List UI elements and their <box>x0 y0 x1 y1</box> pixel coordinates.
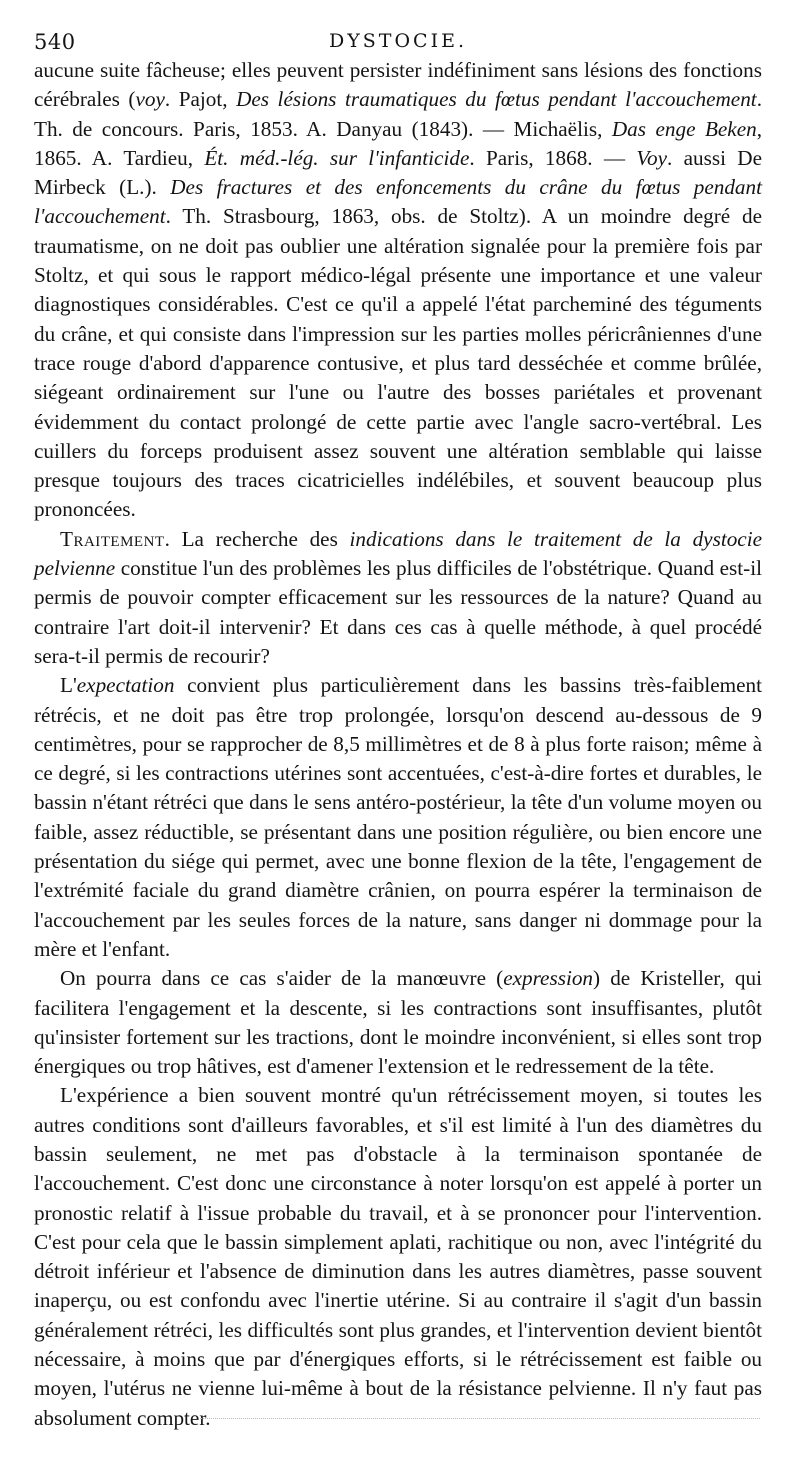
italic-text: expectation <box>76 673 175 698</box>
page-number: 540 <box>34 30 76 54</box>
text-run: . aussi De Mirbeck (L.). <box>34 145 762 200</box>
text-run: convient plus particulièrement dans les bassins très-faiblement rétrécis, et ne doit pas être trop prolongée, lorsqu'on descend au-dessous de 9 centimètres, pour se rapprocher de 8,5 millimètres et de 8 à plus forte raison; même à ce degré, si les contractions utérines sont accentuées, c'est-à-dire fortes et durables, le bassin n'étant rétréci que dans le sens antéro-postérieur, la tête d'un volume moyen ou faible, assez réductible, se présentant dans une position régulière, ou bien encore une présentation du siége qui permet, avec une bonne flexion de la tête, l'engagement de l'extrémité faciale du grand diamètre crânien, on pourra espérer la terminaison de l'accouchement par les seules forces de la nature, sans danger ni dommage pour la mère et l'enfant. <box>34 673 762 961</box>
paragraph <box>34 525 762 671</box>
text-run: On pourra dans ce cas s'aider de la manœuvre ( <box>60 966 504 991</box>
italic-text: Des fractures et des enfoncements du crâne du fœtus pendant l'accouchement <box>34 175 762 229</box>
text-run: L'expérience a bien souvent montré qu'un rétrécissement moyen, si toutes les autres conditions sont d'ailleurs favorables, et s'il est limité à l'un des diamètres du bassin seulement, ne met pas d'obstacle à la terminaison spontanée de l'accouchement. C'est donc une circonstance à noter lorsqu'on est appelé à porter un pronostic relatif à l'issue probable du travail, et à se prononcer pour l'intervention. C'est pour cela que le bassin simplement aplati, rachitique ou non, avec l'intégrité du détroit inférieur et l'absence de diminution dans les autres diamètres, passe souvent inaperçu, ou est confondu avec l'inertie utérine. Si au contraire il s'agit d'un bassin généralement rétréci, les difficultés sont plus grandes, et l'intervention devient bientôt nécessaire, à moins que par d'énergiques efforts, si le rétrécissement est faible ou moyen, l'utérus ne vienne lui-même à bout de la résistance pelvienne. Il n'y faut pas absolument compter. <box>34 1083 762 1430</box>
text-run: aucune suite fâcheuse; elles peuvent persister indéfiniment sans lésions des fonctions cérébrales ( <box>34 58 762 112</box>
text-run: . Paris, 1868. — <box>469 145 637 170</box>
italic-text: Voy <box>636 145 667 170</box>
body-text <box>34 56 762 1433</box>
running-head: DYSTOCIE. <box>329 30 467 52</box>
text-run: L' <box>60 673 77 698</box>
italic-text: Ét. méd.-lég. sur l'infanticide <box>204 145 470 170</box>
text-run: , 1865. A. Tardieu, <box>34 116 762 170</box>
italic-text: Das enge Beken <box>611 116 757 141</box>
text-run: . Th. de concours. Paris, 1853. A. Danyau (1843). — Michaëlis, <box>34 87 762 141</box>
page-header <box>34 22 762 56</box>
paragraph <box>34 964 762 1081</box>
section-label: Traitement <box>60 526 165 551</box>
paragraph <box>34 1081 762 1433</box>
italic-text: expression <box>503 966 594 991</box>
paragraph <box>34 671 762 964</box>
italic-text: Des lésions traumatiques du fœtus pendant l'accouchement <box>236 87 757 112</box>
text-run: ) de Kristeller, qui facilitera l'engagement et la descente, si les contractions sont insuffisantes, plutôt qu'insister fortement sur les tractions, dont le moindre inconvénient, si elles sont trop énergiques ou trop hâtives, est d'amener l'extension et le redressement de la tête. <box>34 966 762 1079</box>
text-run: . Pajot, <box>164 87 237 112</box>
footer-divider <box>200 1418 760 1419</box>
text-run: . La recherche des <box>164 526 350 551</box>
italic-text: indications dans le traitement de la dystocie pelvienne <box>34 526 762 581</box>
paragraph <box>34 56 762 525</box>
text-run: constitue l'un des problèmes les plus difficiles de l'obstétrique. Quand est-il permis de pouvoir compter efficacement sur les ressources de la nature? Quand au contraire l'art doit-il intervenir? Et dans ces cas à quelle méthode, à quel procédé sera-t-il permis de recourir? <box>34 556 762 668</box>
italic-text: voy <box>135 87 165 112</box>
text-run: . Th. Strasbourg, 1863, obs. de Stoltz). A un moindre degré de traumatisme, on ne doit pas oublier une altération signalée pour la première fois par Stoltz, et qui sous le rapport médico-légal présente une importance et une valeur diagnostiques considérables. C'est ce qu'il a appelé l'état parcheminé des téguments du crâne, et qui consiste dans l'impression sur les parties molles péricrâniennes d'une trace rouge d'abord d'apparence contusive, et plus tard desséchée et comme brûlée, siégeant ordinairement sur l'une ou l'autre des bosses pariétales et provenant évidemment du contact prolongé de cette partie avec l'angle sacro-vertébral. Les cuillers du forceps produisent assez souvent une altération semblable qui laisse presque toujours des traces cicatricielles indélébiles, et souvent beaucoup plus prononcées. <box>34 204 762 522</box>
